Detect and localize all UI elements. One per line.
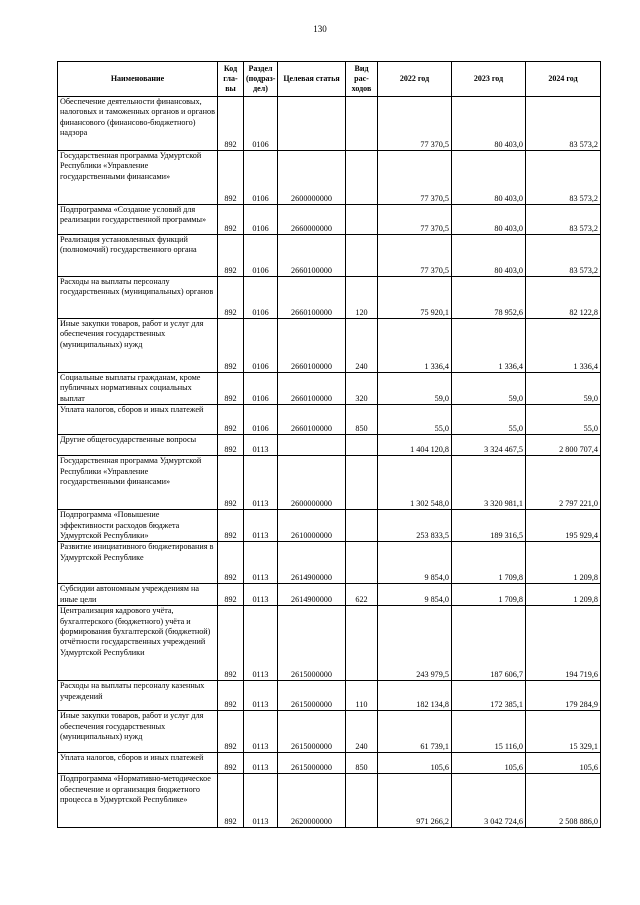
header-section: Раздел (подраздел) <box>244 62 278 97</box>
table-row <box>58 151 601 205</box>
header-name: Наименование <box>58 62 218 97</box>
row-code: 892 <box>218 405 244 435</box>
row-article: 2615000000 <box>278 681 346 711</box>
table-row <box>58 205 601 235</box>
table-body <box>58 97 601 828</box>
row-expense-type <box>346 542 378 584</box>
row-article: 2660000000 <box>278 205 346 235</box>
header-2023: 2023 год <box>452 62 526 97</box>
row-value-2022: 9 854,0 <box>378 542 452 584</box>
row-expense-type: 320 <box>346 373 378 405</box>
row-value-2023: 59,0 <box>452 373 526 405</box>
row-name: Иные закупки товаров, работ и услуг для обеспечения государственных (муниципальных) нужд <box>58 319 218 373</box>
row-value-2024: 59,0 <box>526 373 601 405</box>
row-article: 2615000000 <box>278 711 346 753</box>
row-value-2022: 243 979,5 <box>378 606 452 681</box>
row-article: 2620000000 <box>278 774 346 828</box>
row-expense-type <box>346 235 378 277</box>
row-section: 0106 <box>244 373 278 405</box>
row-name: Обеспечение деятельности финансовых, налоговых и таможенных органов и органов финансового (финансово-бюджетного) надзора <box>58 97 218 151</box>
row-value-2022: 77 370,5 <box>378 235 452 277</box>
row-value-2023: 78 952,6 <box>452 277 526 319</box>
row-value-2024: 83 573,2 <box>526 97 601 151</box>
row-code: 892 <box>218 435 244 456</box>
row-name: Реализация установленных функций (полномочий) государственного органа <box>58 235 218 277</box>
table-row <box>58 510 601 542</box>
row-article <box>278 97 346 151</box>
row-article: 2660100000 <box>278 319 346 373</box>
row-name: Подпрограмма «Нормативно-методическое обеспечение и организация бюджетного процесса в Удмуртской Республике» <box>58 774 218 828</box>
table-row <box>58 681 601 711</box>
row-value-2024: 83 573,2 <box>526 205 601 235</box>
row-article: 2660100000 <box>278 373 346 405</box>
table-row <box>58 774 601 828</box>
row-section: 0113 <box>244 435 278 456</box>
row-section: 0106 <box>244 405 278 435</box>
table-row <box>58 711 601 753</box>
row-value-2022: 77 370,5 <box>378 205 452 235</box>
row-value-2022: 77 370,5 <box>378 151 452 205</box>
table-row <box>58 606 601 681</box>
row-expense-type: 240 <box>346 319 378 373</box>
table-row <box>58 405 601 435</box>
table-row <box>58 584 601 606</box>
row-value-2023: 80 403,0 <box>452 205 526 235</box>
row-value-2023: 3 324 467,5 <box>452 435 526 456</box>
row-name: Субсидии автономным учреждениям на иные цели <box>58 584 218 606</box>
row-code: 892 <box>218 373 244 405</box>
row-section: 0113 <box>244 606 278 681</box>
row-value-2023: 80 403,0 <box>452 151 526 205</box>
row-value-2022: 55,0 <box>378 405 452 435</box>
row-value-2024: 83 573,2 <box>526 235 601 277</box>
row-expense-type <box>346 456 378 510</box>
row-code: 892 <box>218 753 244 774</box>
row-article: 2600000000 <box>278 456 346 510</box>
row-article: 2614900000 <box>278 584 346 606</box>
row-name: Уплата налогов, сборов и иных платежей <box>58 405 218 435</box>
row-value-2023: 80 403,0 <box>452 235 526 277</box>
row-value-2024: 2 508 886,0 <box>526 774 601 828</box>
row-expense-type <box>346 97 378 151</box>
row-article: 2610000000 <box>278 510 346 542</box>
row-name: Централизация кадрового учёта, бухгалтерского (бюджетного) учёта и формирования бухгалтерской (бюджетной) отчётности государственных учреждений Удмуртской Республики <box>58 606 218 681</box>
row-value-2024: 1 209,8 <box>526 584 601 606</box>
row-value-2024: 105,6 <box>526 753 601 774</box>
row-section: 0113 <box>244 711 278 753</box>
row-section: 0113 <box>244 542 278 584</box>
row-article: 2615000000 <box>278 606 346 681</box>
row-name: Другие общегосударственные вопросы <box>58 435 218 456</box>
row-value-2022: 9 854,0 <box>378 584 452 606</box>
row-expense-type <box>346 606 378 681</box>
row-value-2022: 253 833,5 <box>378 510 452 542</box>
row-value-2024: 83 573,2 <box>526 151 601 205</box>
header-code: Код главы <box>218 62 244 97</box>
row-expense-type: 622 <box>346 584 378 606</box>
row-section: 0106 <box>244 235 278 277</box>
row-value-2024: 15 329,1 <box>526 711 601 753</box>
row-value-2023: 172 385,1 <box>452 681 526 711</box>
row-expense-type: 110 <box>346 681 378 711</box>
row-value-2023: 55,0 <box>452 405 526 435</box>
row-value-2023: 187 606,7 <box>452 606 526 681</box>
header-2024: 2024 год <box>526 62 601 97</box>
row-code: 892 <box>218 277 244 319</box>
row-value-2023: 1 709,8 <box>452 584 526 606</box>
row-expense-type: 850 <box>346 405 378 435</box>
row-code: 892 <box>218 542 244 584</box>
row-section: 0113 <box>244 681 278 711</box>
row-article: 2660100000 <box>278 235 346 277</box>
row-article <box>278 435 346 456</box>
row-value-2022: 59,0 <box>378 373 452 405</box>
header-expense-type: Вид расходов <box>346 62 378 97</box>
row-value-2022: 75 920,1 <box>378 277 452 319</box>
row-value-2022: 1 336,4 <box>378 319 452 373</box>
row-section: 0113 <box>244 510 278 542</box>
row-code: 892 <box>218 681 244 711</box>
row-section: 0113 <box>244 753 278 774</box>
row-name: Государственная программа Удмуртской Республики «Управление государственными финансами» <box>58 456 218 510</box>
row-expense-type <box>346 151 378 205</box>
row-code: 892 <box>218 510 244 542</box>
row-value-2024: 2 797 221,0 <box>526 456 601 510</box>
row-code: 892 <box>218 774 244 828</box>
budget-table <box>57 61 601 828</box>
table-row <box>58 753 601 774</box>
row-name: Расходы на выплаты персоналу государственных (муниципальных) органов <box>58 277 218 319</box>
row-value-2023: 1 336,4 <box>452 319 526 373</box>
row-name: Подпрограмма «Повышение эффективности расходов бюджета Удмуртской Республики» <box>58 510 218 542</box>
row-code: 892 <box>218 584 244 606</box>
table-row <box>58 235 601 277</box>
table-row <box>58 97 601 151</box>
row-article: 2660100000 <box>278 405 346 435</box>
row-value-2023: 80 403,0 <box>452 97 526 151</box>
row-section: 0106 <box>244 277 278 319</box>
row-value-2023: 3 320 981,1 <box>452 456 526 510</box>
row-name: Иные закупки товаров, работ и услуг для обеспечения государственных (муниципальных) нужд <box>58 711 218 753</box>
row-code: 892 <box>218 456 244 510</box>
row-value-2024: 195 929,4 <box>526 510 601 542</box>
row-value-2024: 55,0 <box>526 405 601 435</box>
row-value-2024: 194 719,6 <box>526 606 601 681</box>
row-section: 0106 <box>244 151 278 205</box>
row-section: 0113 <box>244 456 278 510</box>
row-value-2022: 61 739,1 <box>378 711 452 753</box>
page-number: 130 <box>313 24 327 34</box>
row-value-2024: 2 800 707,4 <box>526 435 601 456</box>
row-value-2023: 189 316,5 <box>452 510 526 542</box>
row-section: 0106 <box>244 319 278 373</box>
table-row <box>58 542 601 584</box>
row-value-2022: 182 134,8 <box>378 681 452 711</box>
row-value-2023: 3 042 724,6 <box>452 774 526 828</box>
header-article: Целевая статья <box>278 62 346 97</box>
row-value-2022: 105,6 <box>378 753 452 774</box>
row-value-2023: 105,6 <box>452 753 526 774</box>
row-value-2022: 1 404 120,8 <box>378 435 452 456</box>
row-name: Социальные выплаты гражданам, кроме публичных нормативных социальных выплат <box>58 373 218 405</box>
row-value-2022: 1 302 548,0 <box>378 456 452 510</box>
row-name: Подпрограмма «Создание условий для реализации государственной программы» <box>58 205 218 235</box>
table-row <box>58 373 601 405</box>
header-2022: 2022 год <box>378 62 452 97</box>
row-code: 892 <box>218 711 244 753</box>
row-value-2023: 15 116,0 <box>452 711 526 753</box>
row-value-2023: 1 709,8 <box>452 542 526 584</box>
row-code: 892 <box>218 235 244 277</box>
row-name: Государственная программа Удмуртской Республики «Управление государственными финансами» <box>58 151 218 205</box>
row-section: 0113 <box>244 584 278 606</box>
table-row <box>58 277 601 319</box>
table-row <box>58 456 601 510</box>
row-article: 2615000000 <box>278 753 346 774</box>
row-article: 2600000000 <box>278 151 346 205</box>
row-value-2024: 82 122,8 <box>526 277 601 319</box>
row-expense-type: 120 <box>346 277 378 319</box>
row-name: Развитие инициативного бюджетирования в Удмуртской Республике <box>58 542 218 584</box>
table-row <box>58 319 601 373</box>
row-name: Расходы на выплаты персоналу казенных учреждений <box>58 681 218 711</box>
row-expense-type <box>346 205 378 235</box>
row-code: 892 <box>218 205 244 235</box>
row-section: 0106 <box>244 97 278 151</box>
table-header-row <box>58 62 601 97</box>
row-expense-type: 240 <box>346 711 378 753</box>
row-section: 0106 <box>244 205 278 235</box>
row-expense-type <box>346 435 378 456</box>
row-value-2024: 1 209,8 <box>526 542 601 584</box>
row-value-2022: 77 370,5 <box>378 97 452 151</box>
row-expense-type <box>346 774 378 828</box>
row-code: 892 <box>218 151 244 205</box>
row-code: 892 <box>218 606 244 681</box>
table-row <box>58 435 601 456</box>
row-value-2024: 1 336,4 <box>526 319 601 373</box>
row-section: 0113 <box>244 774 278 828</box>
row-article: 2660100000 <box>278 277 346 319</box>
row-name: Уплата налогов, сборов и иных платежей <box>58 753 218 774</box>
row-code: 892 <box>218 97 244 151</box>
row-expense-type <box>346 510 378 542</box>
row-value-2022: 971 266,2 <box>378 774 452 828</box>
row-expense-type: 850 <box>346 753 378 774</box>
row-code: 892 <box>218 319 244 373</box>
row-value-2024: 179 284,9 <box>526 681 601 711</box>
row-article: 2614900000 <box>278 542 346 584</box>
